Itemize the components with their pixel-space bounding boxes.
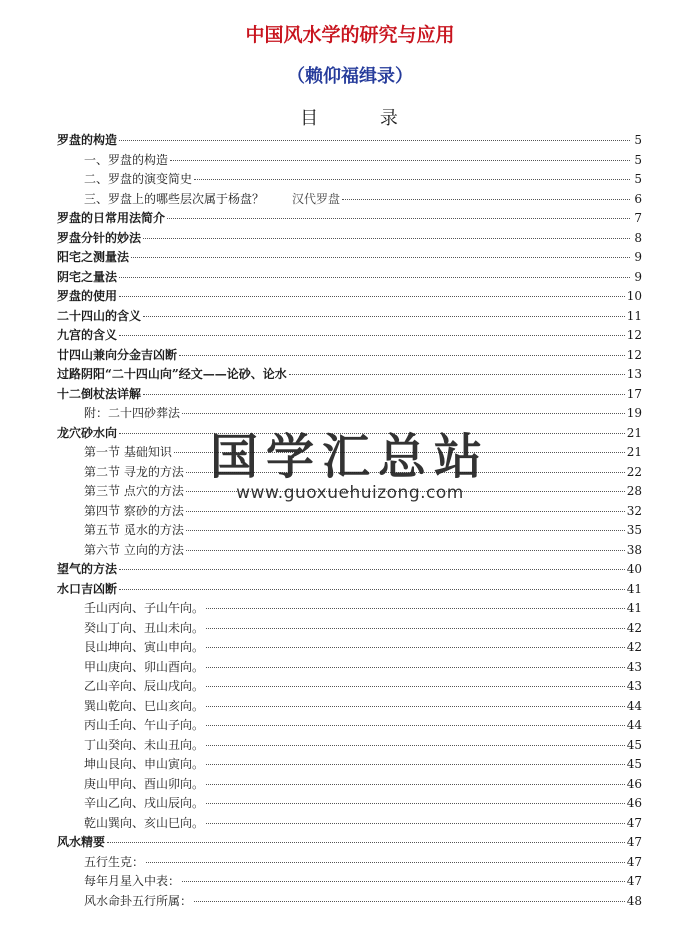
toc-entry-label: 第一节 基础知识 bbox=[84, 445, 172, 459]
dot-leader bbox=[194, 179, 630, 180]
toc-entry[interactable] bbox=[57, 268, 642, 288]
toc-entry-page: 42 bbox=[626, 620, 642, 635]
toc-entry-label: 九宫的含义 bbox=[57, 328, 118, 342]
toc-entry[interactable] bbox=[57, 229, 642, 249]
toc-entry-label: 乾山巽向、亥山巳向。 bbox=[84, 815, 205, 830]
toc-entry-label: 第三节 点穴的方法 bbox=[84, 484, 184, 498]
toc-entry-label: 庚山甲向、酉山卯向。 bbox=[84, 776, 205, 791]
toc-entry-page: 10 bbox=[626, 289, 642, 303]
toc-entry-label: 一、罗盘的构造 bbox=[84, 152, 169, 167]
toc-entry-page: 38 bbox=[626, 542, 642, 557]
dot-leader bbox=[206, 803, 625, 804]
toc-entry-page: 17 bbox=[626, 386, 642, 401]
toc-entry[interactable] bbox=[57, 853, 642, 873]
toc-entry-page: 47 bbox=[626, 835, 642, 849]
dot-leader bbox=[289, 374, 625, 375]
toc-entry-label: 辛山乙向、戌山辰向。 bbox=[84, 796, 205, 810]
toc-entry[interactable] bbox=[57, 151, 642, 171]
toc-entry-page: 11 bbox=[626, 308, 642, 323]
dot-leader bbox=[182, 413, 625, 414]
toc-entry-label: 五行生克： bbox=[84, 854, 145, 869]
toc-entry-page: 44 bbox=[626, 698, 642, 713]
toc-entry-label: 过路阴阳“二十四山向”经文——论砂、论水 bbox=[57, 367, 287, 381]
dot-leader bbox=[119, 140, 630, 141]
toc-entry-page: 8 bbox=[634, 230, 642, 245]
toc-entry-page: 46 bbox=[626, 796, 642, 810]
toc-entry-label: 坤山艮向、申山寅向。 bbox=[84, 757, 205, 771]
toc-entry-label: 第六节 立向的方法 bbox=[84, 542, 184, 557]
dot-leader bbox=[206, 706, 625, 707]
toc-entry-label: 望气的方法 bbox=[57, 562, 118, 576]
dot-leader bbox=[342, 199, 630, 200]
toc-entry-note: 汉代罗盘 bbox=[292, 191, 341, 206]
toc-entry-label: 第五节 觅水的方法 bbox=[84, 523, 184, 537]
toc-entry-label: 第四节 察砂的方法 bbox=[84, 503, 184, 518]
toc-entry[interactable] bbox=[57, 697, 642, 717]
dot-leader bbox=[146, 862, 625, 863]
toc-entry-page: 7 bbox=[634, 211, 642, 225]
toc-entry-page: 45 bbox=[626, 737, 642, 752]
toc-entry-page: 48 bbox=[626, 893, 642, 908]
toc-entry-label: 风水命卦五行所属： bbox=[84, 893, 193, 908]
toc-entry[interactable] bbox=[57, 326, 642, 346]
toc-entry-label: 艮山坤向、寅山申向。 bbox=[84, 640, 205, 654]
toc-entry-page: 42 bbox=[626, 640, 642, 654]
toc-entry-label: 罗盘的构造 bbox=[57, 133, 118, 147]
toc-entry-page: 32 bbox=[626, 503, 642, 518]
toc-entry-label: 阳宅之测量法 bbox=[57, 250, 130, 264]
watermark-text: 国学汇总站 bbox=[209, 429, 490, 485]
toc-entry[interactable] bbox=[57, 794, 642, 814]
toc-entry-label: 甲山庚向、卯山酉向。 bbox=[84, 659, 205, 674]
dot-leader bbox=[119, 569, 625, 570]
dot-leader bbox=[186, 530, 625, 531]
toc-entry-label: 十二倒杖法详解 bbox=[57, 386, 142, 401]
toc-entry[interactable] bbox=[57, 638, 642, 658]
toc-entry-page: 43 bbox=[626, 679, 642, 693]
toc-entry-page: 46 bbox=[626, 776, 642, 791]
toc-entry-label: 水口吉凶断 bbox=[57, 581, 118, 596]
dot-leader bbox=[206, 647, 625, 648]
toc-entry-page: 45 bbox=[626, 757, 642, 771]
toc-entry-label: 龙穴砂水向 bbox=[57, 425, 118, 440]
toc-entry[interactable] bbox=[57, 287, 642, 307]
dot-leader bbox=[206, 823, 625, 824]
toc-entry-label: 二、罗盘的演变简史 bbox=[84, 172, 193, 186]
toc-entry-page: 6 bbox=[634, 191, 642, 206]
toc-entry-page: 44 bbox=[626, 718, 642, 732]
toc-heading-char-2: 录 bbox=[379, 108, 400, 129]
toc-entry-page: 9 bbox=[634, 269, 642, 284]
toc-entry[interactable] bbox=[57, 736, 642, 756]
toc-entry-page: 12 bbox=[626, 328, 642, 342]
toc-entry-label: 乙山辛向、辰山戌向。 bbox=[84, 679, 205, 693]
dot-leader bbox=[119, 335, 625, 336]
toc-entry-label: 巽山乾向、巳山亥向。 bbox=[84, 698, 205, 713]
toc-entry[interactable] bbox=[57, 131, 642, 151]
toc-entry-page: 9 bbox=[634, 250, 642, 264]
dot-leader bbox=[143, 394, 625, 395]
toc-entry[interactable] bbox=[57, 775, 642, 795]
dot-leader bbox=[206, 686, 625, 687]
toc-entry-label: 风水精要 bbox=[57, 835, 106, 849]
watermark-url: www.guoxuehuizong.com bbox=[236, 483, 464, 503]
dot-leader bbox=[119, 589, 625, 590]
dot-leader bbox=[186, 550, 625, 551]
toc-entry-page: 47 bbox=[626, 854, 642, 869]
toc-entry[interactable] bbox=[57, 560, 642, 580]
dot-leader bbox=[206, 628, 625, 629]
toc-entry[interactable] bbox=[57, 248, 642, 268]
toc-entry-label: 丁山癸向、未山丑向。 bbox=[84, 737, 205, 752]
document-subtitle: （赖仰福缉录） bbox=[287, 66, 413, 87]
toc-entry-label: 廿四山兼向分金吉凶断 bbox=[57, 347, 178, 362]
toc-entry-page: 40 bbox=[626, 562, 642, 576]
toc-entry-page: 41 bbox=[626, 601, 642, 615]
dot-leader bbox=[170, 160, 630, 161]
toc-entry-label: 三、罗盘上的哪些层次属于杨盘？ bbox=[84, 191, 265, 206]
toc-entry-label: 癸山丁向、丑山未向。 bbox=[84, 620, 205, 635]
toc-entry[interactable] bbox=[57, 385, 642, 405]
dot-leader bbox=[143, 238, 630, 239]
toc-entry-label: 罗盘的日常用法简介 bbox=[57, 211, 166, 225]
dot-leader bbox=[107, 842, 625, 843]
dot-leader bbox=[206, 608, 625, 609]
toc-entry[interactable] bbox=[57, 521, 642, 541]
toc-entry[interactable] bbox=[57, 307, 642, 327]
toc-entry[interactable] bbox=[57, 599, 642, 619]
dot-leader bbox=[182, 881, 625, 882]
dot-leader bbox=[206, 667, 625, 668]
toc-entry-label: 丙山壬向、午山子向。 bbox=[84, 718, 205, 732]
dot-leader bbox=[119, 277, 630, 278]
dot-leader bbox=[131, 257, 630, 258]
dot-leader bbox=[179, 355, 625, 356]
toc-entry-label: 罗盘的使用 bbox=[57, 289, 118, 303]
toc-entry-page: 12 bbox=[626, 347, 642, 362]
toc-entry[interactable] bbox=[57, 619, 642, 639]
toc-entry-label: 壬山丙向、子山午向。 bbox=[84, 601, 205, 615]
dot-leader bbox=[143, 316, 625, 317]
toc-entry-page: 47 bbox=[626, 815, 642, 830]
toc-entry-page: 5 bbox=[634, 152, 642, 167]
toc-entry-label: 第二节 寻龙的方法 bbox=[84, 464, 184, 479]
toc-entry[interactable] bbox=[57, 580, 642, 600]
dot-leader bbox=[167, 218, 630, 219]
toc-heading bbox=[0, 104, 700, 130]
toc-entry[interactable] bbox=[57, 872, 642, 892]
dot-leader bbox=[194, 901, 625, 902]
toc-entry-label: 附：二十四砂葬法 bbox=[84, 406, 181, 420]
toc-entry-page: 35 bbox=[626, 523, 642, 537]
dot-leader bbox=[186, 511, 625, 512]
toc-entry[interactable] bbox=[57, 892, 642, 912]
toc-entry[interactable] bbox=[57, 346, 642, 366]
toc-entry-page: 22 bbox=[626, 464, 642, 479]
toc-entry-page: 13 bbox=[626, 367, 642, 381]
toc-entry[interactable] bbox=[57, 755, 642, 775]
toc-entry-label: 每年月星入中表： bbox=[84, 874, 181, 888]
toc-entry[interactable] bbox=[57, 541, 642, 561]
toc-entry[interactable] bbox=[57, 658, 642, 678]
dot-leader bbox=[119, 296, 625, 297]
toc-entry-label: 二十四山的含义 bbox=[57, 308, 142, 323]
toc-entry-page: 21 bbox=[626, 445, 642, 459]
toc-entry-page: 19 bbox=[626, 406, 642, 420]
toc-entry-page: 5 bbox=[634, 172, 642, 186]
toc-entry-label: 阴宅之量法 bbox=[57, 269, 118, 284]
toc-entry[interactable] bbox=[57, 677, 642, 697]
document-title: 中国风水学的研究与应用 bbox=[245, 24, 455, 46]
dot-leader bbox=[206, 784, 625, 785]
dot-leader bbox=[206, 745, 625, 746]
toc-entry[interactable] bbox=[57, 365, 642, 385]
toc-entry[interactable] bbox=[57, 716, 642, 736]
toc-entry[interactable] bbox=[57, 502, 642, 522]
toc-entry-page: 47 bbox=[626, 874, 642, 888]
toc-entry[interactable] bbox=[57, 190, 642, 210]
toc-entry-page: 43 bbox=[626, 659, 642, 674]
toc-entry-page: 5 bbox=[634, 133, 642, 147]
toc-entry-page: 28 bbox=[626, 484, 642, 498]
toc-entry[interactable] bbox=[57, 833, 642, 853]
table-of-contents bbox=[57, 131, 642, 911]
toc-entry[interactable] bbox=[57, 209, 642, 229]
toc-entry[interactable] bbox=[57, 814, 642, 834]
toc-heading-char-1: 目 bbox=[300, 108, 321, 129]
dot-leader bbox=[206, 764, 625, 765]
toc-entry-page: 21 bbox=[626, 425, 642, 440]
toc-entry[interactable] bbox=[57, 170, 642, 190]
toc-entry-page: 41 bbox=[626, 581, 642, 596]
toc-entry-label: 罗盘分针的妙法 bbox=[57, 230, 142, 245]
dot-leader bbox=[206, 725, 625, 726]
